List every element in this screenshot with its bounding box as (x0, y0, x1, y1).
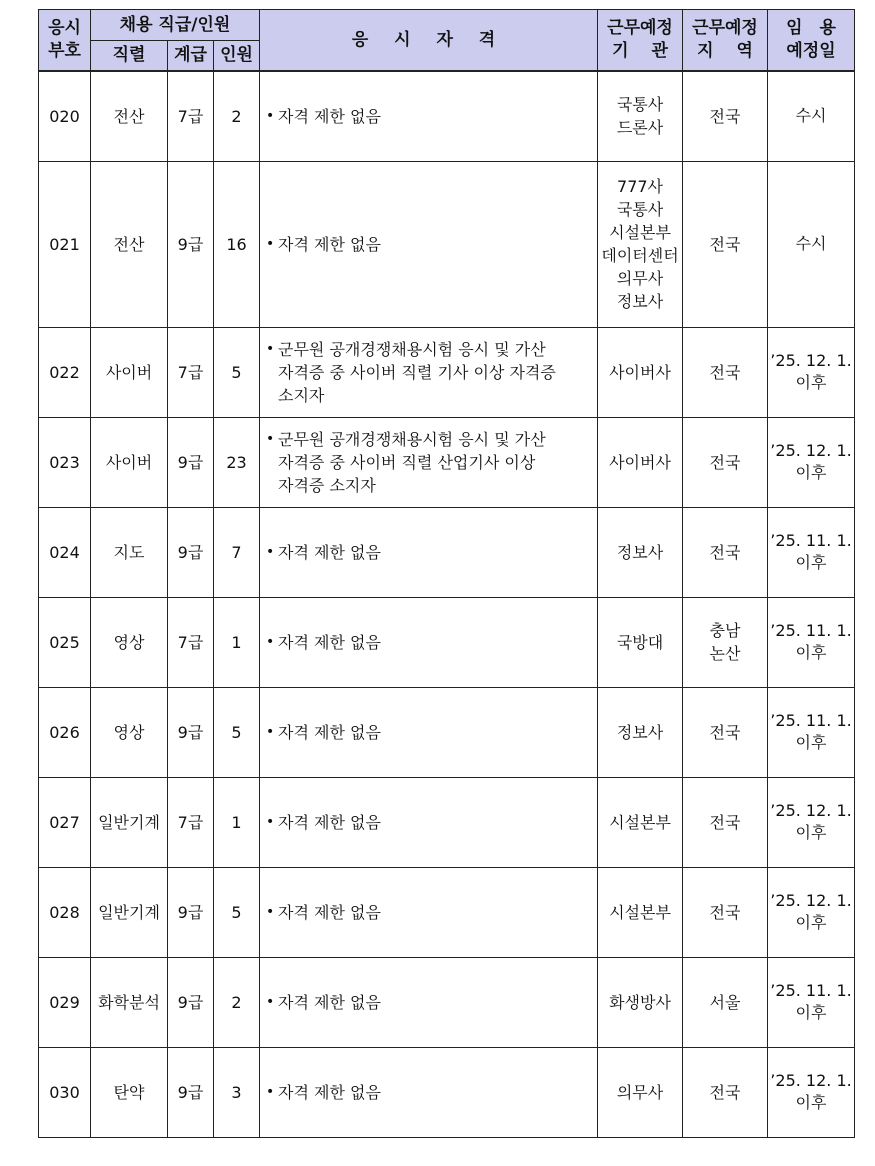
exam-number-cell: 025 (39, 597, 91, 687)
series-cell: 일반기계 (91, 867, 168, 957)
bullet-icon: • (266, 1083, 275, 1100)
count-cell: 5 (214, 867, 260, 957)
series-cell: 영상 (91, 597, 168, 687)
qualification-cell (260, 597, 598, 687)
agency-cell: 국통사 드론사 (598, 71, 683, 161)
qualification-text: 자격 제한 없음 (278, 542, 381, 562)
exam-number-cell: 029 (39, 957, 91, 1047)
count-cell: 2 (214, 957, 260, 1047)
grade-cell: 9급 (168, 687, 214, 777)
agency-cell: 시설본부 (598, 867, 683, 957)
count-cell: 23 (214, 417, 260, 507)
qualification-item (266, 901, 595, 924)
region-cell: 전국 (683, 71, 768, 161)
table-row (39, 71, 855, 161)
exam-number-cell: 030 (39, 1047, 91, 1137)
qualification-item (266, 1081, 595, 1104)
appointment-date-cell: ’25. 12. 1. 이후 (768, 327, 855, 417)
header-series: 직렬 (91, 41, 168, 72)
appointment-date-cell: 수시 (768, 161, 855, 327)
agency-cell: 시설본부 (598, 777, 683, 867)
appointment-date-cell: ’25. 11. 1. 이후 (768, 507, 855, 597)
region-cell: 전국 (683, 777, 768, 867)
region-cell: 전국 (683, 327, 768, 417)
agency-cell: 사이버사 (598, 327, 683, 417)
count-cell: 3 (214, 1047, 260, 1137)
qualification-text: 군무원 공개경쟁채용시험 응시 및 가산 자격증 중 사이버 직렬 산업기사 이상 자격증 소지자 (278, 429, 546, 495)
grade-cell: 7급 (168, 777, 214, 867)
count-cell: 1 (214, 597, 260, 687)
table-row (39, 867, 855, 957)
region-cell: 충남 논산 (683, 597, 768, 687)
agency-cell: 정보사 (598, 687, 683, 777)
count-cell: 2 (214, 71, 260, 161)
exam-number-cell: 020 (39, 71, 91, 161)
header-region: 근무예정 지 역 (683, 10, 768, 72)
table-row (39, 957, 855, 1047)
table-row (39, 597, 855, 687)
qualification-cell (260, 1047, 598, 1137)
region-cell: 전국 (683, 867, 768, 957)
grade-cell: 9급 (168, 1047, 214, 1137)
grade-cell: 9급 (168, 867, 214, 957)
exam-number-cell: 022 (39, 327, 91, 417)
appointment-date-cell: ’25. 12. 1. 이후 (768, 777, 855, 867)
bullet-icon: • (266, 430, 275, 447)
qualification-text: 자격 제한 없음 (278, 722, 381, 742)
qualification-text: 자격 제한 없음 (278, 812, 381, 832)
series-cell: 사이버 (91, 417, 168, 507)
qualification-text: 자격 제한 없음 (278, 1082, 381, 1102)
exam-number-cell: 028 (39, 867, 91, 957)
grade-cell: 9급 (168, 417, 214, 507)
appointment-date-cell: ’25. 12. 1. 이후 (768, 1047, 855, 1137)
series-cell: 전산 (91, 71, 168, 161)
header-appointment-date: 임 용 예정일 (768, 10, 855, 72)
appointment-date-cell: ’25. 12. 1. 이후 (768, 417, 855, 507)
bullet-icon: • (266, 235, 275, 252)
series-cell: 탄약 (91, 1047, 168, 1137)
series-cell: 사이버 (91, 327, 168, 417)
bullet-icon: • (266, 107, 275, 124)
table-body (39, 71, 855, 1137)
qualification-cell (260, 867, 598, 957)
recruitment-table (38, 9, 855, 1138)
qualification-item (266, 991, 595, 1014)
count-cell: 1 (214, 777, 260, 867)
series-cell: 지도 (91, 507, 168, 597)
grade-cell: 9급 (168, 161, 214, 327)
qualification-item (266, 233, 595, 256)
bullet-icon: • (266, 723, 275, 740)
qualification-cell (260, 161, 598, 327)
table-row (39, 687, 855, 777)
qualification-text: 자격 제한 없음 (278, 632, 381, 652)
appointment-date-cell: ’25. 12. 1. 이후 (768, 867, 855, 957)
qualification-item (266, 631, 595, 654)
header-agency: 근무예정 기 관 (598, 10, 683, 72)
grade-cell: 7급 (168, 597, 214, 687)
qualification-text: 군무원 공개경쟁채용시험 응시 및 가산 자격증 중 사이버 직렬 기사 이상 자격증 소지자 (278, 339, 556, 405)
qualification-text: 자격 제한 없음 (278, 106, 381, 126)
grade-cell: 9급 (168, 957, 214, 1047)
agency-cell: 정보사 (598, 507, 683, 597)
qualification-item (266, 541, 595, 564)
count-cell: 5 (214, 327, 260, 417)
qualification-item (266, 105, 595, 128)
count-cell: 5 (214, 687, 260, 777)
region-cell: 전국 (683, 161, 768, 327)
exam-number-cell: 024 (39, 507, 91, 597)
series-cell: 전산 (91, 161, 168, 327)
header-recruit-group: 채용 직급/인원 (91, 10, 260, 41)
appointment-date-cell: ’25. 11. 1. 이후 (768, 687, 855, 777)
table-row (39, 777, 855, 867)
table-row (39, 507, 855, 597)
bullet-icon: • (266, 543, 275, 560)
region-cell: 전국 (683, 417, 768, 507)
appointment-date-cell: ’25. 11. 1. 이후 (768, 957, 855, 1047)
table-row (39, 417, 855, 507)
bullet-icon: • (266, 903, 275, 920)
series-cell: 영상 (91, 687, 168, 777)
header-grade: 계급 (168, 41, 214, 72)
count-cell: 16 (214, 161, 260, 327)
grade-cell: 9급 (168, 507, 214, 597)
qualification-cell (260, 327, 598, 417)
qualification-cell (260, 777, 598, 867)
table-row (39, 1047, 855, 1137)
header-exam-no: 응시 부호 (39, 10, 91, 72)
region-cell: 전국 (683, 507, 768, 597)
qualification-text: 자격 제한 없음 (278, 234, 381, 254)
qualification-item (266, 428, 595, 497)
table-row (39, 161, 855, 327)
qualification-text: 자격 제한 없음 (278, 902, 381, 922)
qualification-cell (260, 687, 598, 777)
agency-cell: 국방대 (598, 597, 683, 687)
header-count: 인원 (214, 41, 260, 72)
agency-cell: 의무사 (598, 1047, 683, 1137)
table-row (39, 327, 855, 417)
region-cell: 전국 (683, 687, 768, 777)
appointment-date-cell: ’25. 11. 1. 이후 (768, 597, 855, 687)
agency-cell: 777사 국통사 시설본부 데이터센터 의무사 정보사 (598, 161, 683, 327)
grade-cell: 7급 (168, 327, 214, 417)
grade-cell: 7급 (168, 71, 214, 161)
qualification-cell (260, 417, 598, 507)
bullet-icon: • (266, 633, 275, 650)
region-cell: 서울 (683, 957, 768, 1047)
header-qualification: 응 시 자 격 (260, 10, 598, 72)
exam-number-cell: 027 (39, 777, 91, 867)
qualification-item (266, 721, 595, 744)
bullet-icon: • (266, 993, 275, 1010)
exam-number-cell: 023 (39, 417, 91, 507)
qualification-item (266, 811, 595, 834)
qualification-cell (260, 71, 598, 161)
series-cell: 일반기계 (91, 777, 168, 867)
qualification-text: 자격 제한 없음 (278, 992, 381, 1012)
exam-number-cell: 026 (39, 687, 91, 777)
qualification-cell (260, 507, 598, 597)
qualification-item (266, 338, 595, 407)
count-cell: 7 (214, 507, 260, 597)
appointment-date-cell: 수시 (768, 71, 855, 161)
region-cell: 전국 (683, 1047, 768, 1137)
agency-cell: 화생방사 (598, 957, 683, 1047)
bullet-icon: • (266, 813, 275, 830)
agency-cell: 사이버사 (598, 417, 683, 507)
exam-number-cell: 021 (39, 161, 91, 327)
series-cell: 화학분석 (91, 957, 168, 1047)
bullet-icon: • (266, 340, 275, 357)
qualification-cell (260, 957, 598, 1047)
